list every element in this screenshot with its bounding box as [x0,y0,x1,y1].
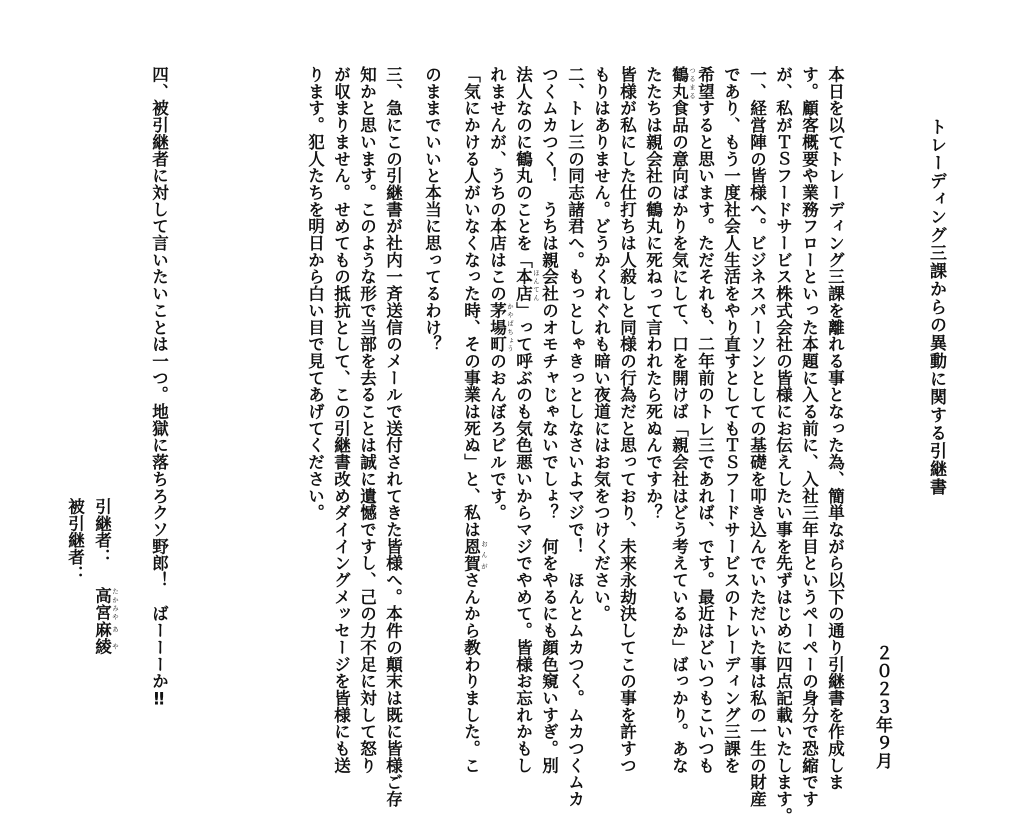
body-line: 四、被引継者に対して言いたいことは一つ。地獄に落ちろクソ野郎！ ばーーーか‼ [149,66,169,709]
ruby-annotation: 恩賀 おんが [461,537,488,572]
ruby-annotation: 鶴丸 つるまる [669,66,696,100]
body-line: が収まりません。せめてもの抵抗として、この引継書改めダイイングメッセージを皆様にも送 [331,66,351,774]
document-date: ２０２３年９月 [872,644,892,770]
body-line: 本日を以てトレーディング三課を離れる事となった為、簡単ながら以下の通り引継書を作成しま [825,66,845,791]
body-line: ります。犯人たちを明日から白い目で見てあげてください。 [305,66,325,521]
body-line: 二、トレ三の同志諸君へ。もっとしゃきっとしなさいよマジで！ ほんとムカつく。ムカつくムカ [565,66,585,808]
body-line: が、私がＴＳフードサービス株式会社の皆様にお伝えしたい事を先ずはじめに四点記載いたします。 [773,66,793,824]
body-line: のままでいいと本当に思ってるわけ？ [422,66,442,353]
transferor-label: 引継者： [92,498,112,566]
body-line: つくムカつく！ うちは親会社のオモチャじゃないでしょ？ 何をやるにも顔色窺いすぎ。別 [539,66,559,774]
ruby-annotation: 茅場町 かやばちょう [487,301,514,353]
ruby-annotation: 麻綾 あや [92,621,119,655]
body-line: もりはありません。どうかくれぐれも暗い夜道にはお気をつけください。 [591,66,611,623]
ruby-annotation: 高宮 たかみや [92,587,119,622]
transferee-label: 被引継者： [65,498,85,583]
body-line: 法人なのに鶴丸のことを「本店 ほんてん」って呼ぶのも気色悪いからマジでやめて。皆様お忘れかもし [513,66,540,774]
body-line: 一、経営陣の皆様へ。ビジネスパーソンとしての基礎を叩き込んでいただいた事は私の一生の財産 [747,66,767,808]
body-line: 希望すると思います。ただそれも、二年前のトレ三であれば、です。最近はどいつもこいつも [695,66,715,774]
body-line: 知かと思います。このような形で当部を去ることは誠に遺憾ですし、己の力不足に対して怒り [357,66,377,774]
body-line: 三、急にこの引継書が社内一斉送信のメールで送付されてきた皆様へ。本件の顛末は既に皆様ご存 [383,66,403,808]
body-line: 鶴丸 つるまる食品の意向ばかりを気にして、口を開けば「親会社はどう考えているか」ばっかり。あな [669,66,696,774]
body-line: であり、もう一度社会人生活をやり直すとしてもＴＳフードサービスのトレーディング三課を [721,66,741,774]
body-line: 皆様が私にした仕打ちは人殺しと同様の行為だと思っており、未来永劫決してこの事を許すつ [617,66,637,774]
document-title: トレーディング三課からの異動に関する引継書 [926,118,946,496]
body-line: たたちは親会社の鶴丸に死ねって言われたら死ぬんですか？ [643,66,663,521]
transferor-name [93,587,119,654]
body-line: 「気にかける人がいなくなった時、その事業は死ぬ」と、私は恩賀 おんがさんから教わりました。こ [461,66,488,774]
body-line: れませんが、うちの本店はこの茅場町 かやばちょうのおんぼろビルです。 [487,66,514,521]
signature-transferor [93,498,119,655]
ruby-annotation: 本店 ほんてん [513,268,540,302]
signature-transferee [66,498,83,582]
body-line: す。顧客概要や業務フローといった本題に入る前に、入社三年目というペーペーの身分で恐縮です [799,66,819,808]
